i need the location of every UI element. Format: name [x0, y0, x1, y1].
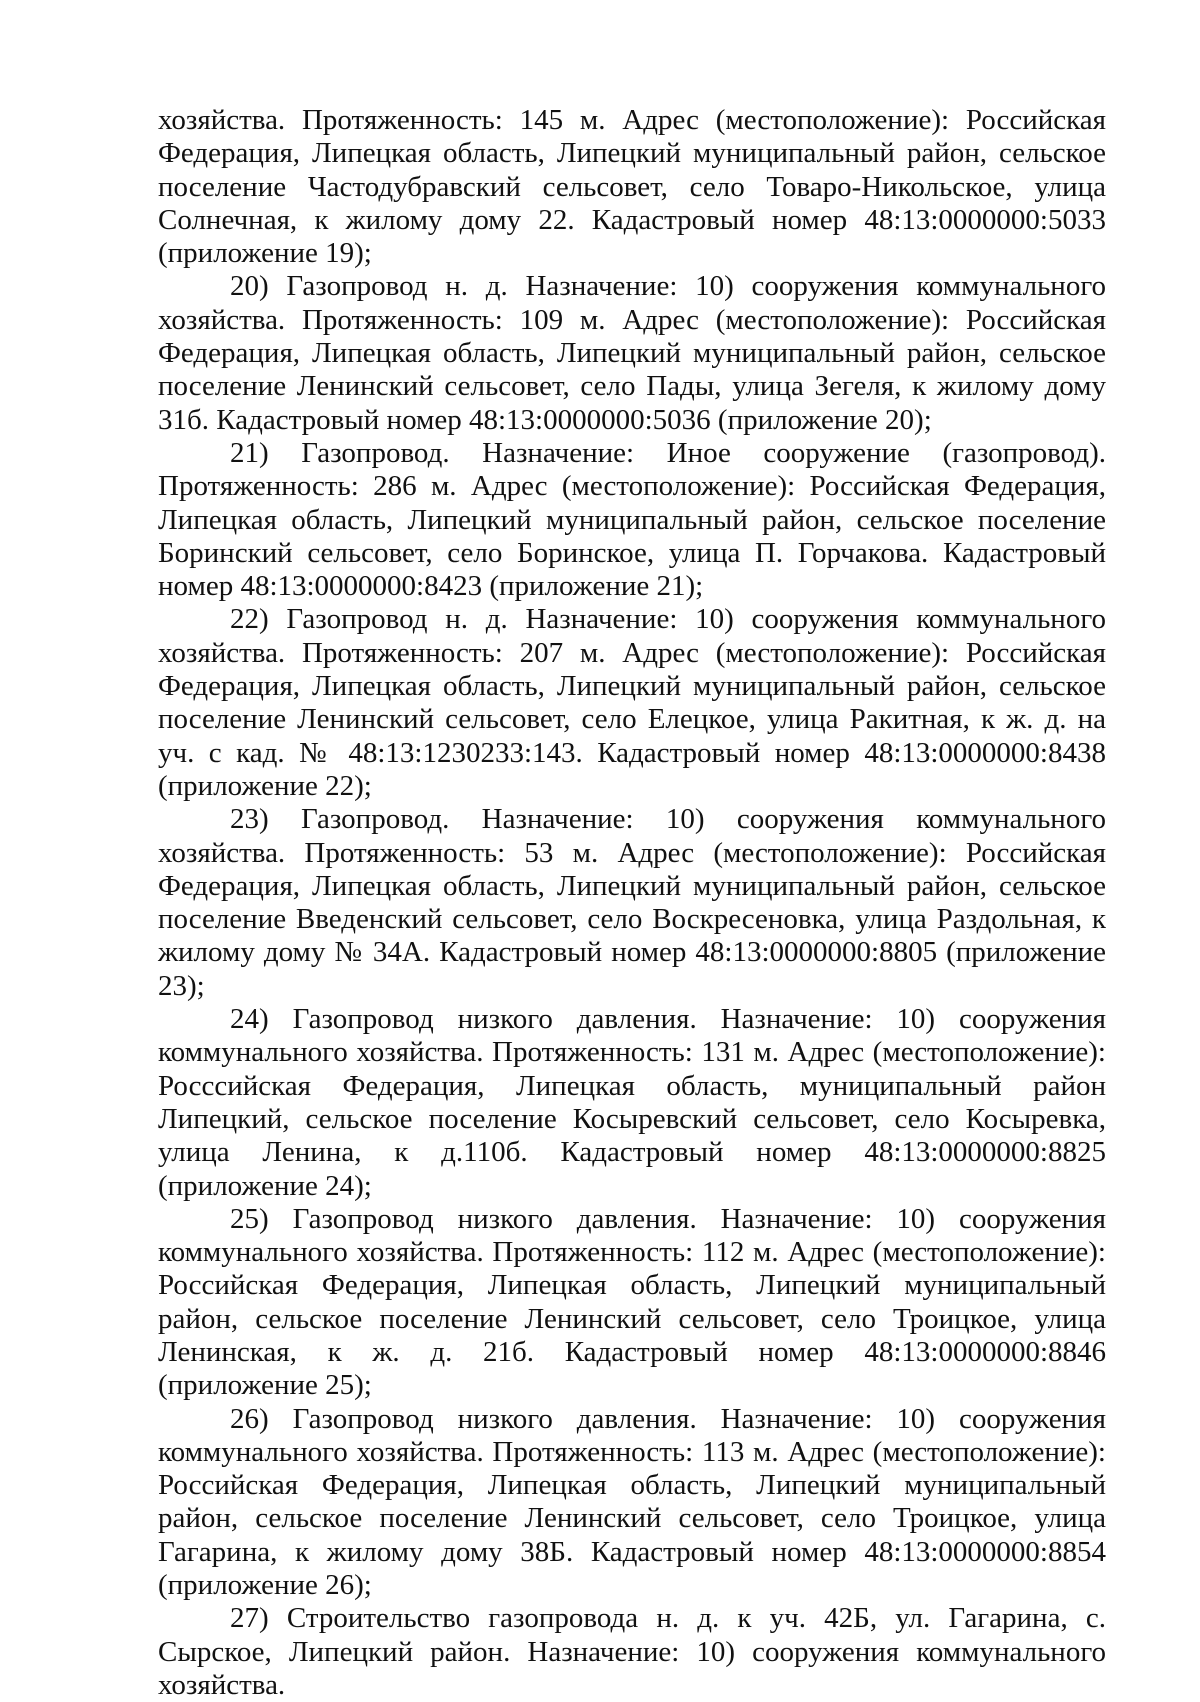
item-number: 23): [230, 803, 269, 836]
item-text: Газопровод низкого давления. Назначение: 10) сооружения коммунального хозяйства. Протяженность: 112 м. Адрес (местоположение): Российская Федерация, Липецкая область, Липецкий муниципальный район, сельское поселение Ленинский сельсовет, село Троицкое, улица Ленинская, к ж. д. 21б. Кадастровый номер 48:13:0000000:8846 (приложение 25);: [158, 1202, 1106, 1402]
item-text: Газопровод. Назначение: Иное сооружение (газопровод). Протяженность: 286 м. Адрес (местоположение): Российская Федерация, Липецкая область, Липецкий муниципальный район, сельское поселение Боринский сельсовет, село Боринское, улица П. Горчакова. Кадастровый номер 48:13:0000000:8423 (приложение 21);: [158, 436, 1106, 603]
list-item-27: [158, 1602, 1106, 1702]
list-item-23: [158, 803, 1106, 1003]
item-text: Газопровод н. д. Назначение: 10) сооружения коммунального хозяйства. Протяженность: 207 м. Адрес (местоположение): Российская Федерация, Липецкая область, Липецкий муниципальный район, сельское поселение Ленинский сельсовет, село Елецкое, улица Ракитная, к ж. д. на уч. с кад. № 48:13:1230233:143. Кадастровый номер 48:13:0000000:8438 (приложение 22);: [158, 603, 1106, 802]
list-item-20: [158, 270, 1106, 436]
list-item-21: [158, 437, 1106, 603]
document-body: [158, 104, 1106, 1702]
item-text: Строительство газопровода н. д. к уч. 42Б, ул. Гагарина, с. Сырское, Липецкий район. Назначение: 10) сооружения коммунального хозяйства.: [158, 1602, 1106, 1701]
list-item-24: [158, 1003, 1106, 1203]
paragraph-text: хозяйства. Протяженность: 145 м. Адрес (местоположение): Российская Федерация, Липецкая область, Липецкий муниципальный район, сельское поселение Частодубравский сельсовет, село Товаро-Никольское, улица Солнечная, к жилому дому 22. Кадастровый номер 48:13:0000000:5033 (приложение 19);: [158, 104, 1106, 270]
item-number: 25): [230, 1202, 269, 1235]
item-number: 21): [230, 436, 269, 469]
item-number: 27): [230, 1602, 269, 1635]
list-item-22: [158, 603, 1106, 803]
list-item-25: [158, 1203, 1106, 1403]
item-text: Газопровод. Назначение: 10) сооружения коммунального хозяйства. Протяженность: 53 м. Адрес (местоположение): Российская Федерация, Липецкая область, Липецкий муниципальный район, сельское поселение Введенский сельсовет, село Воскресеновка, улица Раздольная, к жилому дому № 34А. Кадастровый номер 48:13:0000000:8805 (приложение 23);: [158, 803, 1106, 1002]
paragraph-continuation: [158, 104, 1106, 270]
item-number: 22): [230, 603, 269, 636]
item-number: 20): [230, 270, 269, 303]
item-text: Газопровод н. д. Назначение: 10) сооружения коммунального хозяйства. Протяженность: 109 м. Адрес (местоположение): Российская Федерация, Липецкая область, Липецкий муниципальный район, сельское поселение Ленинский сельсовет, село Пады, улица Зегеля, к жилому дому 31б. Кадастровый номер 48:13:0000000:5036 (приложение 20);: [158, 270, 1106, 436]
item-number: 24): [230, 1003, 269, 1036]
list-item-26: [158, 1403, 1106, 1603]
item-text: Газопровод низкого давления. Назначение: 10) сооружения коммунального хозяйства. Протяженность: 113 м. Адрес (местоположение): Российская Федерация, Липецкая область, Липецкий муниципальный район, сельское поселение Ленинский сельсовет, село Троицкое, улица Гагарина, к жилому дому 38Б. Кадастровый номер 48:13:0000000:8854 (приложение 26);: [158, 1402, 1106, 1602]
item-text: Газопровод низкого давления. Назначение: 10) сооружения коммунального хозяйства. Протяженность: 131 м. Адрес (местоположение): Росссийская Федерация, Липецкая область, муниципальный район Липецкий, сельское поселение Косыревский сельсовет, село Косыревка, улица Ленина, к д.110б. Кадастровый номер 48:13:0000000:8825 (приложение 24);: [158, 1003, 1106, 1202]
item-number: 26): [230, 1402, 269, 1435]
